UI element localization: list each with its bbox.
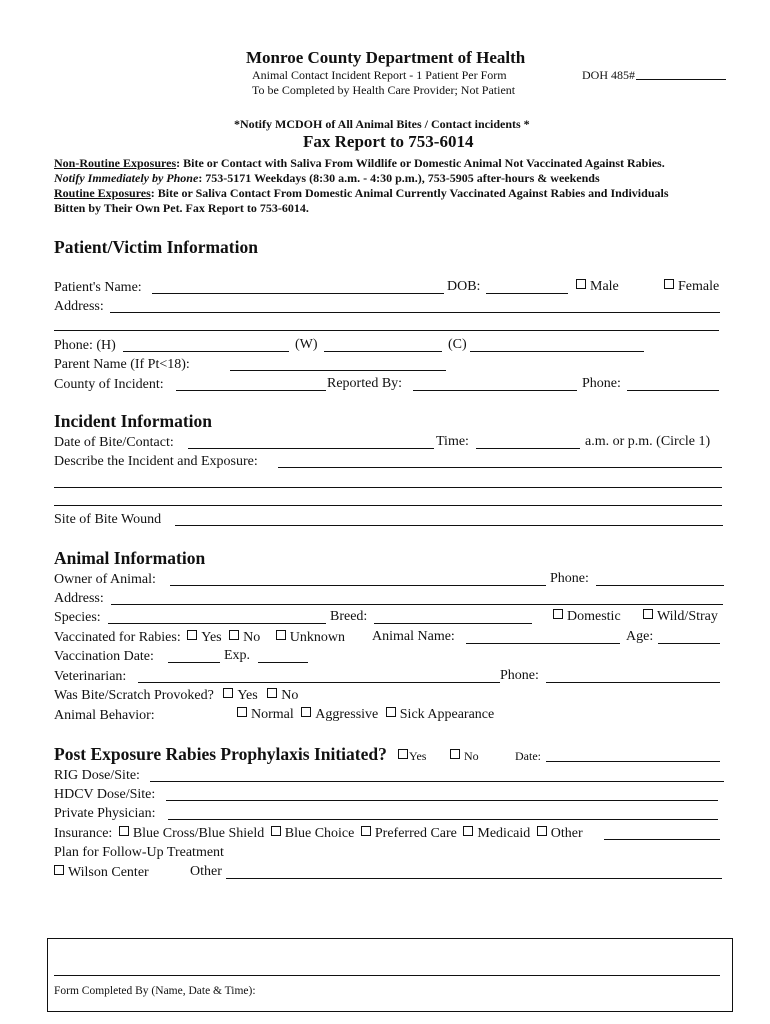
physician-label: Private Physician:	[54, 806, 156, 821]
species-label: Species:	[54, 610, 101, 625]
domestic-checkbox[interactable]	[553, 609, 563, 619]
provoked-row	[54, 687, 298, 704]
physician-field[interactable]	[168, 819, 718, 820]
vacc-date-field[interactable]	[168, 662, 220, 663]
female-checkbox[interactable]	[664, 279, 674, 289]
bchoice-label: Blue Choice	[284, 826, 355, 841]
animal-name-label: Animal Name:	[372, 629, 455, 644]
owner-row	[54, 571, 156, 588]
vaccinated-row	[54, 629, 345, 646]
sick-label: Sick Appearance	[399, 707, 495, 722]
wilson-checkbox[interactable]	[54, 865, 64, 875]
parent-row	[54, 356, 190, 373]
followup-other-label: Other	[190, 864, 222, 879]
breed-label: Breed:	[330, 609, 368, 624]
aggressive-label: Aggressive	[315, 707, 379, 722]
vet-phone-label: Phone:	[500, 668, 539, 683]
patient-name-field[interactable]	[152, 293, 444, 294]
male-checkbox[interactable]	[576, 279, 586, 289]
parent-label: Parent Name (If Pt<18):	[54, 357, 190, 372]
rig-row	[54, 767, 140, 784]
followup-row	[54, 864, 149, 881]
insurance-other-field[interactable]	[604, 839, 720, 840]
age-label: Age:	[626, 629, 654, 644]
patient-address-label: Address:	[54, 299, 104, 314]
fax-banner: Fax Report to 753-6014	[303, 132, 474, 151]
routine-note	[54, 186, 669, 201]
pep-no-label: No	[464, 749, 479, 763]
patient-address-row	[54, 298, 104, 315]
pep-date-field[interactable]	[546, 761, 720, 762]
insurance-label: Insurance:	[54, 826, 113, 841]
phone-cell-field[interactable]	[470, 351, 644, 352]
domestic-label: Domestic	[567, 609, 621, 624]
nonroutine-note	[54, 156, 665, 171]
phone-c-label: (C)	[448, 337, 467, 352]
species-field[interactable]	[108, 623, 326, 624]
patient-address-field[interactable]	[110, 312, 720, 313]
vacc-yes-checkbox[interactable]	[187, 630, 197, 640]
plan-row	[54, 844, 224, 861]
routine-note-2: Bitten by Their Own Pet. Fax Report to 753-6014.	[54, 201, 309, 215]
doh-label: DOH 485#	[582, 68, 635, 82]
incident-date-row	[54, 434, 174, 451]
owner-address-label: Address:	[54, 591, 104, 606]
reported-by-label: Reported By:	[327, 376, 403, 391]
medicaid-checkbox[interactable]	[463, 826, 473, 836]
provoked-yes-label: Yes	[237, 688, 258, 703]
behavior-label: Animal Behavior:	[54, 708, 155, 723]
nonroutine-text: : Bite or Contact with Saliva From Wildlife or Domestic Animal Not Vaccinated Against Rabies.	[176, 156, 665, 170]
phone-row	[54, 337, 116, 354]
incident-date-field[interactable]	[188, 448, 434, 449]
completed-by-label: Form Completed By (Name, Date & Time):	[54, 985, 256, 997]
owner-phone-field[interactable]	[596, 585, 724, 586]
provoked-yes-checkbox[interactable]	[223, 688, 233, 698]
pep-no-checkbox[interactable]	[450, 749, 460, 759]
site-row	[54, 511, 161, 528]
describe-field[interactable]	[278, 467, 722, 468]
doh-number-field[interactable]	[636, 79, 726, 80]
hdcv-label: HDCV Dose/Site:	[54, 787, 156, 802]
male-option[interactable]	[576, 279, 619, 295]
preferred-label: Preferred Care	[374, 826, 457, 841]
wild-checkbox[interactable]	[643, 609, 653, 619]
pep-yes-label: Yes	[409, 749, 427, 763]
describe-field-2[interactable]	[54, 487, 722, 488]
owner-phone-label: Phone:	[550, 571, 589, 586]
vacc-date-label: Vaccination Date:	[54, 649, 154, 664]
dob-label: DOB:	[447, 279, 481, 294]
pep-date-label: Date:	[515, 749, 541, 763]
nonroutine-label: Non-Routine Exposures	[54, 156, 177, 170]
hdcv-field[interactable]	[166, 800, 718, 801]
normal-label: Normal	[251, 707, 294, 722]
bcbs-checkbox[interactable]	[119, 826, 129, 836]
vacc-unknown-label: Unknown	[289, 630, 345, 645]
exp-label: Exp.	[224, 648, 251, 663]
domestic-option[interactable]	[553, 609, 621, 625]
pep-yes-option[interactable]	[398, 749, 426, 764]
describe-label: Describe the Incident and Exposure:	[54, 454, 258, 469]
phone-work-field[interactable]	[324, 351, 442, 352]
notify-banner: *Notify MCDOH of All Animal Bites / Contact incidents *	[234, 117, 530, 131]
notify-note	[54, 171, 600, 186]
behavior-row	[54, 707, 155, 724]
site-label: Site of Bite Wound	[54, 512, 162, 527]
patient-name-row	[54, 279, 142, 296]
pep-yes-checkbox[interactable]	[398, 749, 408, 759]
wild-option[interactable]	[643, 609, 718, 625]
female-label: Female	[678, 279, 720, 294]
section-heading-animal: Animal Information	[54, 548, 206, 568]
describe-row	[54, 453, 258, 470]
vacc-date-row	[54, 648, 154, 665]
owner-address-field[interactable]	[111, 604, 723, 605]
owner-label: Owner of Animal:	[54, 572, 156, 587]
routine-text: : Bite or Saliva Contact From Domestic Animal Currently Vaccinated Against Rabies and Individuals	[150, 186, 669, 200]
section-heading-patient: Patient/Victim Information	[54, 237, 258, 257]
followup-other-field[interactable]	[226, 878, 722, 879]
breed-field[interactable]	[374, 623, 532, 624]
parent-name-field[interactable]	[230, 370, 446, 371]
ampm-label: a.m. or p.m. (Circle 1)	[585, 434, 711, 449]
incident-date-label: Date of Bite/Contact:	[54, 435, 174, 450]
dob-field[interactable]	[486, 293, 568, 294]
vacc-no-label: No	[243, 630, 261, 645]
provoked-no-checkbox[interactable]	[267, 688, 277, 698]
vaccinated-label: Vaccinated for Rabies:	[54, 630, 181, 645]
aggressive-checkbox[interactable]	[301, 707, 311, 717]
provoked-no-label: No	[281, 688, 299, 703]
age-field[interactable]	[658, 643, 720, 644]
incident-time-field[interactable]	[476, 448, 580, 449]
site-field[interactable]	[175, 525, 723, 526]
sick-checkbox[interactable]	[386, 707, 396, 717]
reporter-phone-field[interactable]	[627, 390, 719, 391]
insurance-row	[54, 825, 583, 842]
form-subtitle-2: To be Completed by Health Care Provider; Not Patient	[252, 83, 516, 97]
female-option[interactable]	[664, 279, 719, 295]
insurance-other-checkbox[interactable]	[537, 826, 547, 836]
normal-checkbox[interactable]	[237, 707, 247, 717]
owner-field[interactable]	[170, 585, 546, 586]
plan-label: Plan for Follow-Up Treatment	[54, 845, 224, 860]
rig-label: RIG Dose/Site:	[54, 768, 140, 783]
form-subtitle: Animal Contact Incident Report - 1 Patient Per Form	[252, 68, 507, 82]
county-label: County of Incident:	[54, 377, 164, 392]
phone-h-label: Phone: (H)	[54, 338, 116, 353]
vet-phone-field[interactable]	[546, 682, 720, 683]
bchoice-checkbox[interactable]	[271, 826, 281, 836]
vacc-no-checkbox[interactable]	[229, 630, 239, 640]
describe-field-3[interactable]	[54, 505, 722, 506]
vacc-unknown-checkbox[interactable]	[276, 630, 286, 640]
provoked-label: Was Bite/Scratch Provoked?	[54, 688, 214, 703]
doh-number-label	[582, 68, 635, 83]
reporter-phone-label: Phone:	[582, 376, 621, 391]
incident-time-label: Time:	[436, 434, 469, 449]
section-heading-incident: Incident Information	[54, 411, 212, 431]
vet-label: Veterinarian:	[54, 669, 127, 684]
section-heading-pep: Post Exposure Rabies Prophylaxis Initiated?	[54, 744, 387, 764]
routine-label: Routine Exposures	[54, 186, 151, 200]
behavior-options	[237, 707, 494, 723]
male-label: Male	[590, 279, 619, 294]
preferred-checkbox[interactable]	[361, 826, 371, 836]
county-field[interactable]	[176, 390, 326, 391]
patient-address-field-2[interactable]	[54, 330, 719, 331]
phone-w-label: (W)	[295, 337, 318, 352]
medicaid-label: Medicaid	[477, 826, 531, 841]
bcbs-label: Blue Cross/Blue Shield	[132, 826, 265, 841]
notify-text: : 753-5171 Weekdays (8:30 a.m. - 4:30 p.m.), 753-5905 after-hours & weekends	[198, 171, 600, 185]
owner-address-row	[54, 590, 104, 607]
vet-field[interactable]	[138, 682, 500, 683]
completed-by-field[interactable]	[54, 975, 720, 976]
reported-by-field[interactable]	[413, 390, 577, 391]
county-row	[54, 376, 164, 393]
rig-field[interactable]	[150, 781, 724, 782]
wilson-label: Wilson Center	[68, 865, 149, 880]
notify-label: Notify Immediately by Phone	[54, 171, 199, 185]
form-title: Monroe County Department of Health	[246, 48, 526, 67]
vacc-yes-label: Yes	[201, 630, 222, 645]
animal-name-field[interactable]	[466, 643, 620, 644]
vet-row	[54, 668, 126, 685]
species-row	[54, 609, 101, 626]
hdcv-row	[54, 786, 155, 803]
phone-home-field[interactable]	[123, 351, 289, 352]
pep-no-option[interactable]	[450, 749, 479, 764]
patient-name-label: Patient's Name:	[54, 280, 142, 295]
insurance-other-label: Other	[550, 826, 583, 841]
physician-row	[54, 805, 156, 822]
wild-label: Wild/Stray	[657, 609, 718, 624]
exp-field[interactable]	[258, 662, 308, 663]
